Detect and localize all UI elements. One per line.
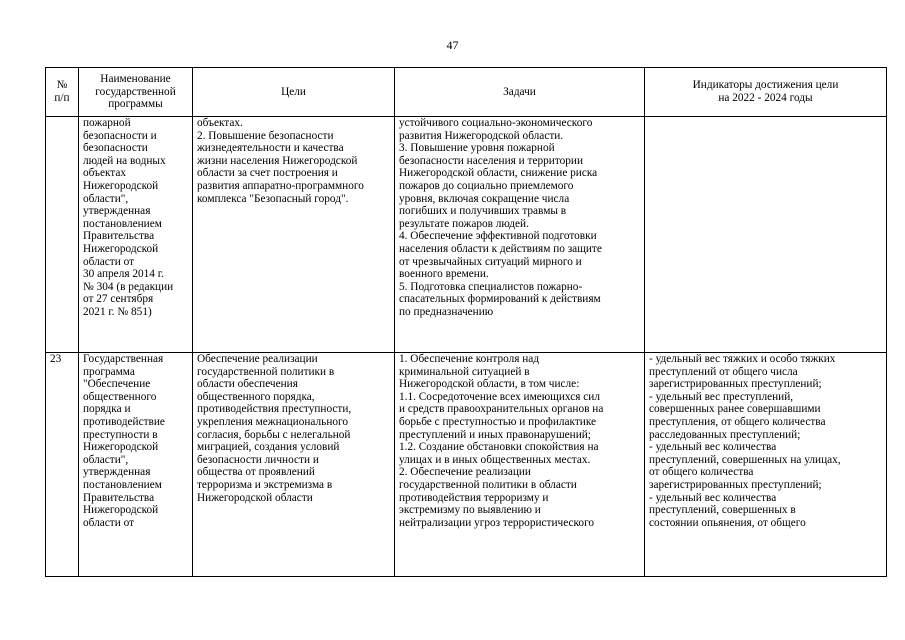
cell-line: общественного порядка, — [197, 390, 315, 403]
cell-line: и средств правоохранительных органов на — [399, 403, 604, 416]
cell-line: жизнедеятельности и качества — [197, 142, 344, 155]
cell-line: безопасности и — [83, 129, 157, 142]
cell-line: 1.2. Создание обстановки спокойствия на — [399, 441, 599, 454]
row-number: 23 — [46, 353, 79, 577]
cell-line: безопасности личности и — [197, 453, 319, 466]
cell-line: № 304 (в редакции — [83, 280, 174, 293]
cell-line: утвержденная — [83, 205, 151, 218]
cell-line: зарегистрированных преступлений; — [649, 378, 822, 391]
cell-line: преступлений от общего числа — [649, 365, 798, 378]
cell-line: комплекса "Безопасный город". — [197, 192, 349, 205]
indicators-cell — [645, 117, 887, 353]
cell-line: Индикаторы достижения цели — [692, 79, 839, 92]
header-goals — [193, 68, 395, 117]
cell-line: Обеспечение реализации — [197, 353, 318, 365]
table-row — [46, 117, 887, 353]
cell-line: области обеспечения — [197, 378, 298, 391]
cell-line: преступности в — [83, 428, 158, 441]
cell-line: населения области к действиям по защите — [399, 242, 602, 255]
cell-line: 1. Обеспечение контроля над — [399, 353, 540, 365]
cell-line: "Обеспечение — [83, 378, 151, 391]
cell-line: области", — [83, 453, 129, 466]
cell-line: противодействия преступности, — [197, 403, 352, 416]
header-number — [46, 68, 79, 117]
cell-line: от общего количества — [649, 466, 754, 479]
table-row — [46, 353, 887, 577]
cell-line: программа — [83, 365, 135, 378]
cell-line: от 27 сентября — [83, 293, 154, 306]
cell-line: 5. Подготовка специалистов пожарно- — [399, 280, 583, 293]
cell-line: преступления, от общего количества — [649, 415, 826, 428]
cell-line: пожарной — [83, 117, 131, 129]
cell-line: Нижегородской — [83, 242, 159, 255]
cell-line: по предназначению — [399, 305, 494, 318]
cell-line: общества от проявлений — [197, 466, 315, 479]
cell-line: противодействие — [83, 415, 165, 428]
cell-line: области от — [83, 255, 135, 268]
cell-line: Нижегородской — [83, 504, 159, 517]
cell-line: безопасности населения и территории — [399, 154, 583, 167]
cell-line: общественного — [83, 390, 157, 403]
cell-line: 1.1. Сосредоточение всех имеющихся сил — [399, 390, 600, 403]
cell-line: области", — [83, 192, 129, 205]
cell-line: 2021 г. № 851) — [83, 305, 152, 318]
cell-line: Нижегородской области, снижение риска — [399, 167, 598, 180]
cell-line: утвержденная — [83, 466, 151, 479]
cell-line: военного времени. — [399, 268, 489, 281]
cell-line: преступлений, совершенных на улицах, — [649, 453, 841, 466]
tasks-cell — [395, 117, 645, 353]
cell-line: Цели — [281, 85, 306, 98]
cell-line: экстремизму по выявлению и — [399, 504, 541, 517]
cell-line: 2. Повышение безопасности — [197, 129, 334, 142]
row-number — [46, 117, 79, 353]
cell-line: 30 апреля 2014 г. — [83, 268, 164, 281]
cell-line: - удельный вес тяжких и особо тяжких — [649, 353, 836, 365]
cell-line: порядка и — [83, 403, 131, 416]
cell-line: нейтрализации угроз террористического — [399, 516, 595, 529]
cell-line: Правительства — [83, 491, 155, 504]
cell-line: 4. Обеспечение эффективной подготовки — [399, 230, 597, 243]
cell-line: укрепления межнационального — [197, 415, 349, 428]
cell-line: криминальной ситуацией в — [399, 365, 530, 378]
cell-line: противодействия терроризму и — [399, 491, 549, 504]
programs-table — [45, 67, 887, 577]
cell-line: государственной политики в — [197, 365, 335, 378]
indicators-cell — [645, 353, 887, 577]
cell-line: зарегистрированных преступлений; — [649, 478, 822, 491]
header-tasks — [395, 68, 645, 117]
cell-line: безопасности — [83, 142, 148, 155]
cell-line: Государственная — [83, 353, 164, 365]
goals-cell — [193, 353, 395, 577]
cell-line: миграцией, создания условий — [197, 441, 340, 454]
cell-line: уровня, включая сокращение числа — [399, 192, 570, 205]
cell-line: улицах и в иных общественных местах. — [399, 453, 591, 466]
cell-line: государственной — [95, 85, 176, 98]
cell-line: результате пожаров людей. — [399, 217, 529, 230]
cell-line: пожаров до социально приемлемого — [399, 179, 574, 192]
cell-line: состоянии опьянения, от общего — [649, 516, 806, 529]
cell-line: расследованных преступлений; — [649, 428, 801, 441]
program-name-cell — [79, 117, 193, 353]
cell-line: п/п — [54, 92, 70, 104]
cell-line: устойчивого социально-экономического — [399, 117, 593, 129]
cell-line: согласия, борьбы с нелегальной — [197, 428, 351, 441]
cell-line: преступлений, совершенных в — [649, 504, 796, 517]
cell-line: Наименование — [100, 73, 171, 86]
cell-line: области от — [83, 516, 135, 529]
cell-line: государственной политики в области — [399, 478, 577, 491]
cell-line: людей на водных — [83, 154, 166, 167]
tasks-cell — [395, 353, 645, 577]
cell-line: Нижегородской — [83, 179, 159, 192]
cell-line: объектах — [83, 167, 127, 180]
cell-line: № — [56, 79, 68, 92]
cell-line: жизни населения Нижегородской — [197, 154, 358, 167]
cell-line: борьбе с преступностью и профилактике — [399, 415, 597, 428]
cell-line: 3. Повышение уровня пожарной — [399, 142, 555, 155]
cell-line: погибших и получивших травмы в — [399, 205, 567, 218]
cell-line: развития аппаратно-программного — [197, 179, 364, 192]
header-indicators — [645, 68, 887, 117]
table-header-row — [46, 68, 887, 117]
cell-line: терроризма и экстремизма в — [197, 478, 333, 491]
cell-line: преступлений и иных правонарушений; — [399, 428, 591, 441]
cell-line: Нижегородской области, в том числе: — [399, 378, 580, 391]
cell-line: области за счет построения и — [197, 167, 338, 180]
goals-cell — [193, 117, 395, 353]
page-number: 47 — [446, 38, 459, 52]
header-program-name — [79, 68, 193, 117]
cell-line: от чрезвычайных ситуаций мирного и — [399, 255, 582, 268]
program-name-cell — [79, 353, 193, 577]
cell-line: совершенных ранее совершавшими — [649, 403, 821, 416]
cell-line: постановлением — [83, 478, 162, 491]
cell-line: Задачи — [503, 85, 536, 98]
cell-line: программы — [108, 98, 163, 111]
cell-line: - удельный вес количества — [649, 441, 777, 454]
cell-line: Нижегородской области — [197, 491, 313, 504]
cell-line: - удельный вес количества — [649, 491, 777, 504]
cell-line: объектах. — [197, 117, 243, 129]
cell-line: постановлением — [83, 217, 162, 230]
cell-line: на 2022 - 2024 годы — [718, 92, 813, 104]
cell-line: развития Нижегородской области. — [399, 129, 564, 142]
cell-line: Правительства — [83, 230, 155, 243]
cell-line: - удельный вес преступлений, — [649, 390, 794, 403]
cell-line: 2. Обеспечение реализации — [399, 466, 531, 479]
cell-line: Нижегородской — [83, 441, 159, 454]
cell-line: спасательных формирований к действиям — [399, 293, 601, 306]
